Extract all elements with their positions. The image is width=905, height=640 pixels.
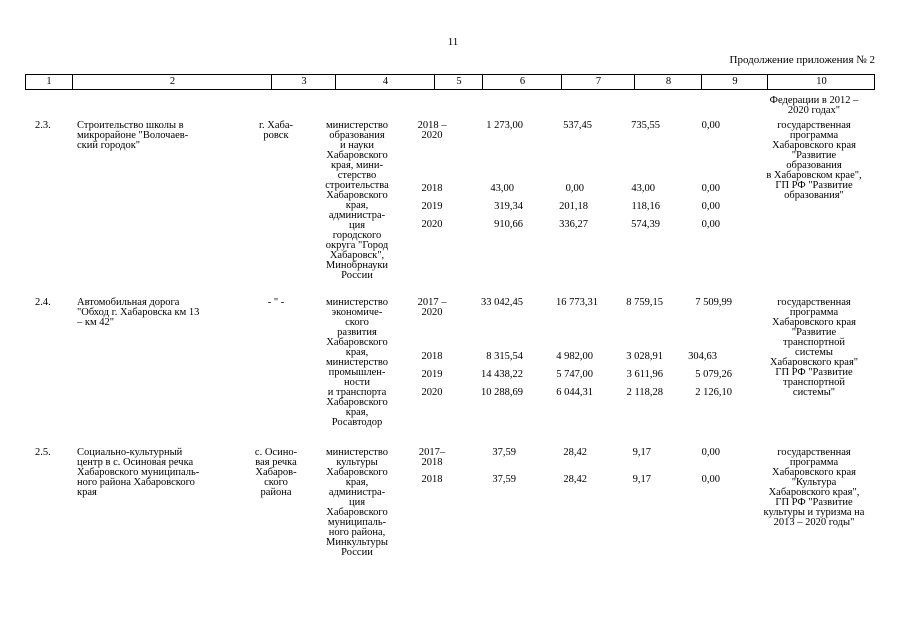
column-header: 2 (72, 75, 272, 89)
column-header: 3 (271, 75, 336, 89)
amount-col7: 4 982,00 (556, 351, 593, 362)
year: 2017 – 2020 (417, 297, 447, 318)
amount-col9: 0,00 (701, 183, 720, 194)
amount-col7: 0,00 (565, 183, 584, 194)
total-amount: 33 042,45 (481, 297, 523, 308)
total-amount: 1 273,00 (486, 120, 523, 131)
total-amount: 37,59 (492, 474, 516, 485)
continuation-label: Продолжение приложения № 2 (729, 54, 875, 66)
amount-col9: 2 126,10 (695, 387, 732, 398)
amount-col8: 8 759,15 (626, 297, 663, 308)
year: 2017– 2018 (418, 447, 446, 468)
column-header: 6 (482, 75, 562, 89)
total-amount: 37,59 (492, 447, 516, 458)
row-number: 2.4. (35, 297, 51, 308)
amount-col8: 735,55 (631, 120, 660, 131)
amount-col8: 43,00 (631, 183, 655, 194)
column-header: 5 (434, 75, 483, 89)
column-header: 10 (767, 75, 875, 89)
amount-col7: 28,42 (563, 474, 587, 485)
amount-col9: 0,00 (701, 219, 720, 230)
amount-col8: 3 028,91 (626, 351, 663, 362)
executor: министерство образования и науки Хабаровского края, мини- стерство строительства Хабаровского края, администра- ция городского округа "Город Хабаровск", Минобрнауки России (325, 120, 389, 281)
object-name: Строительство школы в микрорайоне "Волочаев- ский городок" (77, 120, 189, 151)
amount-col8: 118,16 (631, 201, 660, 212)
program: государственная программа Хабаровского края "Развитие образования в Хабаровском крае", ГП РФ "Развитие образования" (766, 120, 862, 201)
year: 2020 (421, 219, 443, 230)
program: государственная программа Хабаровского края "Развитие транспортной системы Хабаровского края" ГП РФ "Развитие транспортной системы" (769, 297, 859, 398)
table-header (25, 74, 875, 90)
executor: министерство экономиче- ского развития Хабаровского края, министерство промышлен- ности и транспорта Хабаровского края, Росавтодор (325, 297, 389, 428)
total-amount: 14 438,22 (481, 369, 523, 380)
total-amount: 319,34 (494, 201, 523, 212)
amount-col8: 574,39 (631, 219, 660, 230)
total-amount: 910,66 (494, 219, 523, 230)
object-name: Социально-культурный центр в с. Осиновая речка Хабаровского муниципаль- ного района Хабаровского края (77, 447, 200, 498)
column-header: 7 (561, 75, 635, 89)
total-amount: 8 315,54 (486, 351, 523, 362)
amount-col7: 201,18 (559, 201, 588, 212)
year: 2020 (421, 387, 443, 398)
amount-col9: 0,00 (701, 474, 720, 485)
amount-col7: 537,45 (563, 120, 592, 131)
year: 2018 (421, 351, 443, 362)
amount-col9: 0,00 (701, 447, 720, 458)
amount-col8: 9,17 (632, 447, 651, 458)
amount-col8: 2 118,28 (626, 387, 663, 398)
year: 2018 – 2020 (417, 120, 447, 141)
column-header: 9 (701, 75, 768, 89)
amount-col9: 304,63 (688, 351, 717, 362)
object-name: Автомобильная дорога "Обход г. Хабаровска км 13 – км 42" (77, 297, 200, 328)
year: 2018 (421, 474, 443, 485)
column-header: 1 (46, 76, 52, 87)
amount-col9: 0,00 (701, 120, 720, 131)
previous-row-program-tail: Федерации в 2012 – 2020 годах" (769, 95, 859, 116)
amount-col9: 0,00 (701, 201, 720, 212)
location: с. Осино- вая речка Хабаров- ского района (254, 447, 298, 498)
column-header: 8 (634, 75, 702, 89)
amount-col7: 28,42 (563, 447, 587, 458)
amount-col7: 6 044,31 (556, 387, 593, 398)
location: г. Хаба- ровск (258, 120, 294, 141)
amount-col7: 5 747,00 (556, 369, 593, 380)
amount-col7: 16 773,31 (556, 297, 598, 308)
executor: министерство культуры Хабаровского края, администра- ция Хабаровского муниципаль- ного района, Минкультуры России (325, 447, 389, 558)
location: - " - (267, 297, 285, 308)
row-number: 2.5. (35, 447, 51, 458)
row-number: 2.3. (35, 120, 51, 131)
amount-col8: 9,17 (632, 474, 651, 485)
year: 2019 (421, 369, 443, 380)
amount-col9: 5 079,26 (695, 369, 732, 380)
year: 2019 (421, 201, 443, 212)
year: 2018 (421, 183, 443, 194)
total-amount: 10 288,69 (481, 387, 523, 398)
amount-col8: 3 611,96 (626, 369, 663, 380)
total-amount: 43,00 (490, 183, 514, 194)
page-number: 11 (447, 36, 459, 48)
amount-col7: 336,27 (559, 219, 588, 230)
column-header: 4 (335, 75, 435, 89)
program: государственная программа Хабаровского края "Культура Хабаровского края", ГП РФ "Развитие культуры и туризма на 2013 – 2020 годы" (763, 447, 865, 528)
amount-col9: 7 509,99 (695, 297, 732, 308)
